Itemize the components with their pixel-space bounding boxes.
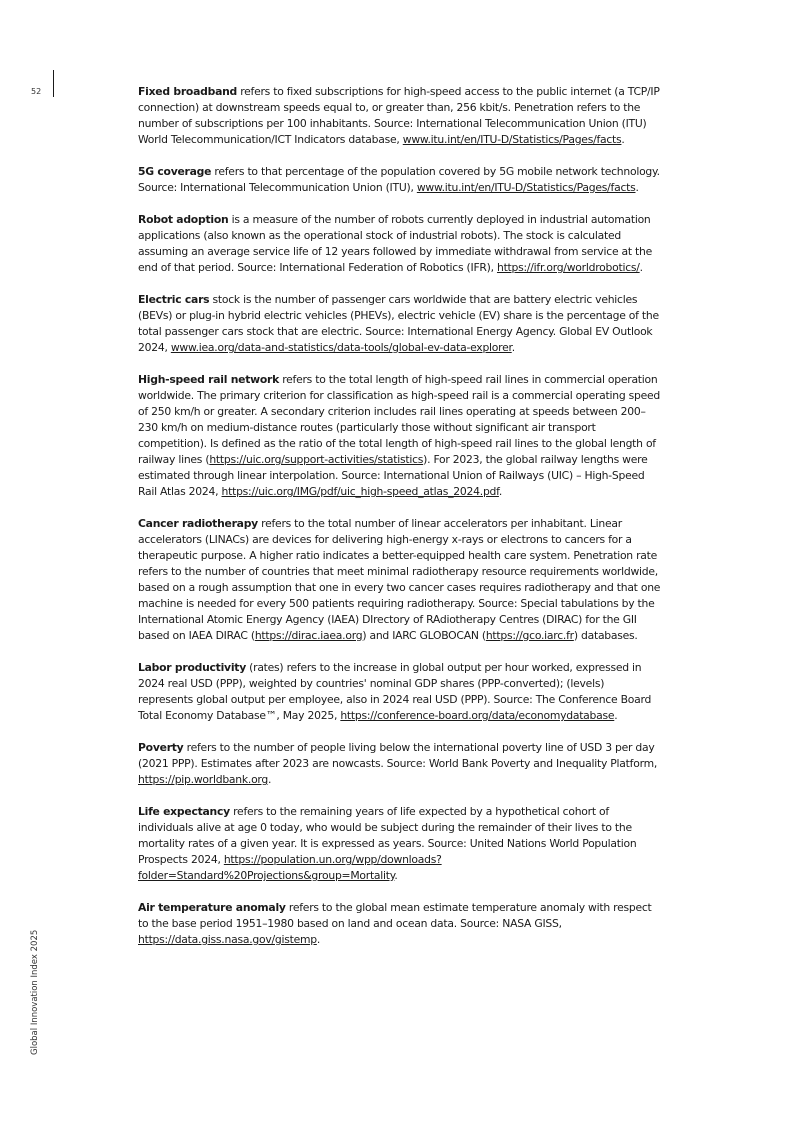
entry-text: refers to the total number of linear accelerators per inhabitant. Linear accelerators (LINACs) are devices for delivering high-energy x-rays or electrons to cancers for a therapeutic purpose. A higher ratio indicates a better-equipped health care system. Penetration rate refers to the number of countries that meet minimal radiotherapy resource requirements worldwide, based on a rough assumption that one in every two cancer cases requires radiotherapy and that one machine is needed for every 500 patients requiring radiotherapy. Source: Special tabulations by the International Atomic Energy Agency (IAEA) DIrectory of RAdiotherapy Centres (DIRAC) for the GII based on IAEA DIRAC ( bbox=[138, 517, 661, 642]
publication-title: Global Innovation Index 2025 bbox=[30, 929, 40, 1055]
entry-5g-coverage bbox=[138, 164, 662, 196]
entry-term: Air temperature anomaly bbox=[138, 901, 286, 914]
entry-tail: . bbox=[498, 485, 503, 498]
entry-labor-productivity bbox=[138, 660, 662, 724]
entry-text: refers to the total length of high-speed rail lines in commercial operation worldwide. The primary criterion for classification as high-speed rail is a commercial operating speed of 250 km/h or greater. A secondary criterion includes rail lines operating at speeds between 200–230 km/h on medium-distance routes (particularly those without significant air transport competition). Is defined as the ratio of the total length of high-speed rail lines to the global length of railway lines ( bbox=[138, 373, 661, 466]
entry-high-speed-rail bbox=[138, 372, 662, 500]
entry-text: refers to the remaining years of life expected by a hypothetical cohort of individuals alive at age 0 today, who would be subject during the remainder of their lives to the mortality rates of a given year. It is expressed as years. Source: United Nations World Population Prospects 2024, bbox=[138, 805, 637, 866]
entry-poverty bbox=[138, 740, 662, 788]
entry-text: refers to fixed subscriptions for high-speed access to the public internet (a TCP/IP connection) at downstream speeds equal to, or greater than, 256 kbit/s. Penetration refers to the number of subscriptions per 100 inhabitants. Source: International Telecommunication Union (ITU) World Telecommunication/ICT Indicators database, bbox=[138, 85, 660, 146]
entry-term: Labor productivity bbox=[138, 661, 246, 674]
source-link[interactable]: https://conference-board.org/data/economydatabase bbox=[340, 709, 615, 722]
entry-text: refers to the global mean estimate temperature anomaly with respect to the base period 1951–1980 based on land and ocean data. Source: NASA GISS, bbox=[138, 901, 652, 930]
entry-electric-cars bbox=[138, 292, 662, 356]
source-link[interactable]: https://pip.worldbank.org bbox=[138, 773, 269, 786]
source-link-2[interactable]: https://uic.org/IMG/pdf/uic_high-speed_atlas_2024.pdf bbox=[221, 485, 499, 498]
entry-tail: . bbox=[511, 341, 515, 354]
entry-robot-adoption bbox=[138, 212, 662, 276]
entry-tail: . bbox=[639, 261, 643, 274]
entry-text: (rates) refers to the increase in global output per hour worked, expressed in 2024 real USD (PPP), weighted by countries' nominal GDP shares (PPP-converted); (levels) represents global output per employee, also in 2024 real USD (PPP). Source: The Conference Board Total Economy Database™, May 2025, bbox=[138, 661, 652, 722]
source-link[interactable]: www.itu.int/en/ITU-D/Statistics/Pages/facts bbox=[402, 133, 622, 146]
entry-tail: . bbox=[621, 133, 625, 146]
source-link[interactable]: https://data.giss.nasa.gov/gistemp bbox=[138, 933, 317, 946]
entry-life-expectancy bbox=[138, 804, 662, 884]
definitions-list bbox=[138, 84, 662, 964]
entry-term: Cancer radiotherapy bbox=[138, 517, 258, 530]
page-number: 52 bbox=[31, 87, 42, 96]
entry-term: Life expectancy bbox=[138, 805, 230, 818]
entry-term: High-speed rail network bbox=[138, 373, 280, 386]
entry-mid: ) and IARC GLOBOCAN ( bbox=[362, 629, 486, 642]
source-link[interactable]: www.itu.int/en/ITU-D/Statistics/Pages/facts bbox=[416, 181, 636, 194]
entry-term: Fixed broadband bbox=[138, 85, 238, 98]
entry-term: Electric cars bbox=[138, 293, 210, 306]
entry-fixed-broadband bbox=[138, 84, 662, 148]
source-link[interactable]: https://ifr.org/worldrobotics/ bbox=[496, 261, 640, 274]
entry-tail: . bbox=[614, 709, 618, 722]
entry-term: 5G coverage bbox=[138, 165, 212, 178]
source-link[interactable]: https://dirac.iaea.org bbox=[254, 629, 363, 642]
source-link[interactable]: https://uic.org/support-activities/statistics bbox=[209, 453, 424, 466]
entry-term: Poverty bbox=[138, 741, 184, 754]
entry-term: Robot adoption bbox=[138, 213, 229, 226]
entry-text: is a measure of the number of robots currently deployed in industrial automation applications (also known as the operational stock of industrial robots). The stock is calculated assuming an average service life of 12 years followed by immediate withdrawal from service at the end of that period. Source: International Federation of Robotics (IFR), bbox=[138, 213, 653, 274]
source-link[interactable]: https://population.un.org/wpp/downloads?folder=Standard%20Projections&group=Mortality bbox=[138, 853, 442, 882]
entry-text: refers to that percentage of the population covered by 5G mobile network technology. Source: International Telecommunication Union (ITU), bbox=[138, 165, 660, 194]
entry-text: stock is the number of passenger cars worldwide that are battery electric vehicles (BEVs) or plug-in hybrid electric vehicles (PHEVs), electric vehicle (EV) share is the percentage of the total passenger cars stock that are electric. Source: International Energy Agency. Global EV Outlook 2024, bbox=[138, 293, 659, 354]
entry-text: refers to the number of people living below the international poverty line of USD 3 per day (2021 PPP). Estimates after 2023 are nowcasts. Source: World Bank Poverty and Inequality Platform, bbox=[138, 741, 658, 770]
source-link[interactable]: www.iea.org/data-and-statistics/data-tools/global-ev-data-explorer bbox=[170, 341, 512, 354]
entry-cancer-radiotherapy bbox=[138, 516, 662, 644]
entry-tail: . bbox=[394, 869, 398, 882]
margin-rule bbox=[53, 70, 54, 97]
entry-mid: ). For 2023, the global railway lengths were estimated through linear interpolation. Source: International Union of Railways (UIC) – High-Speed Rail Atlas 2024, bbox=[138, 453, 648, 498]
source-link-2[interactable]: https://gco.iarc.fr bbox=[485, 629, 574, 642]
entry-air-temperature-anomaly bbox=[138, 900, 662, 948]
entry-tail: . bbox=[268, 773, 272, 786]
entry-tail: . bbox=[316, 933, 321, 946]
entry-tail: . bbox=[635, 181, 639, 194]
entry-tail: ) databases. bbox=[573, 629, 638, 642]
